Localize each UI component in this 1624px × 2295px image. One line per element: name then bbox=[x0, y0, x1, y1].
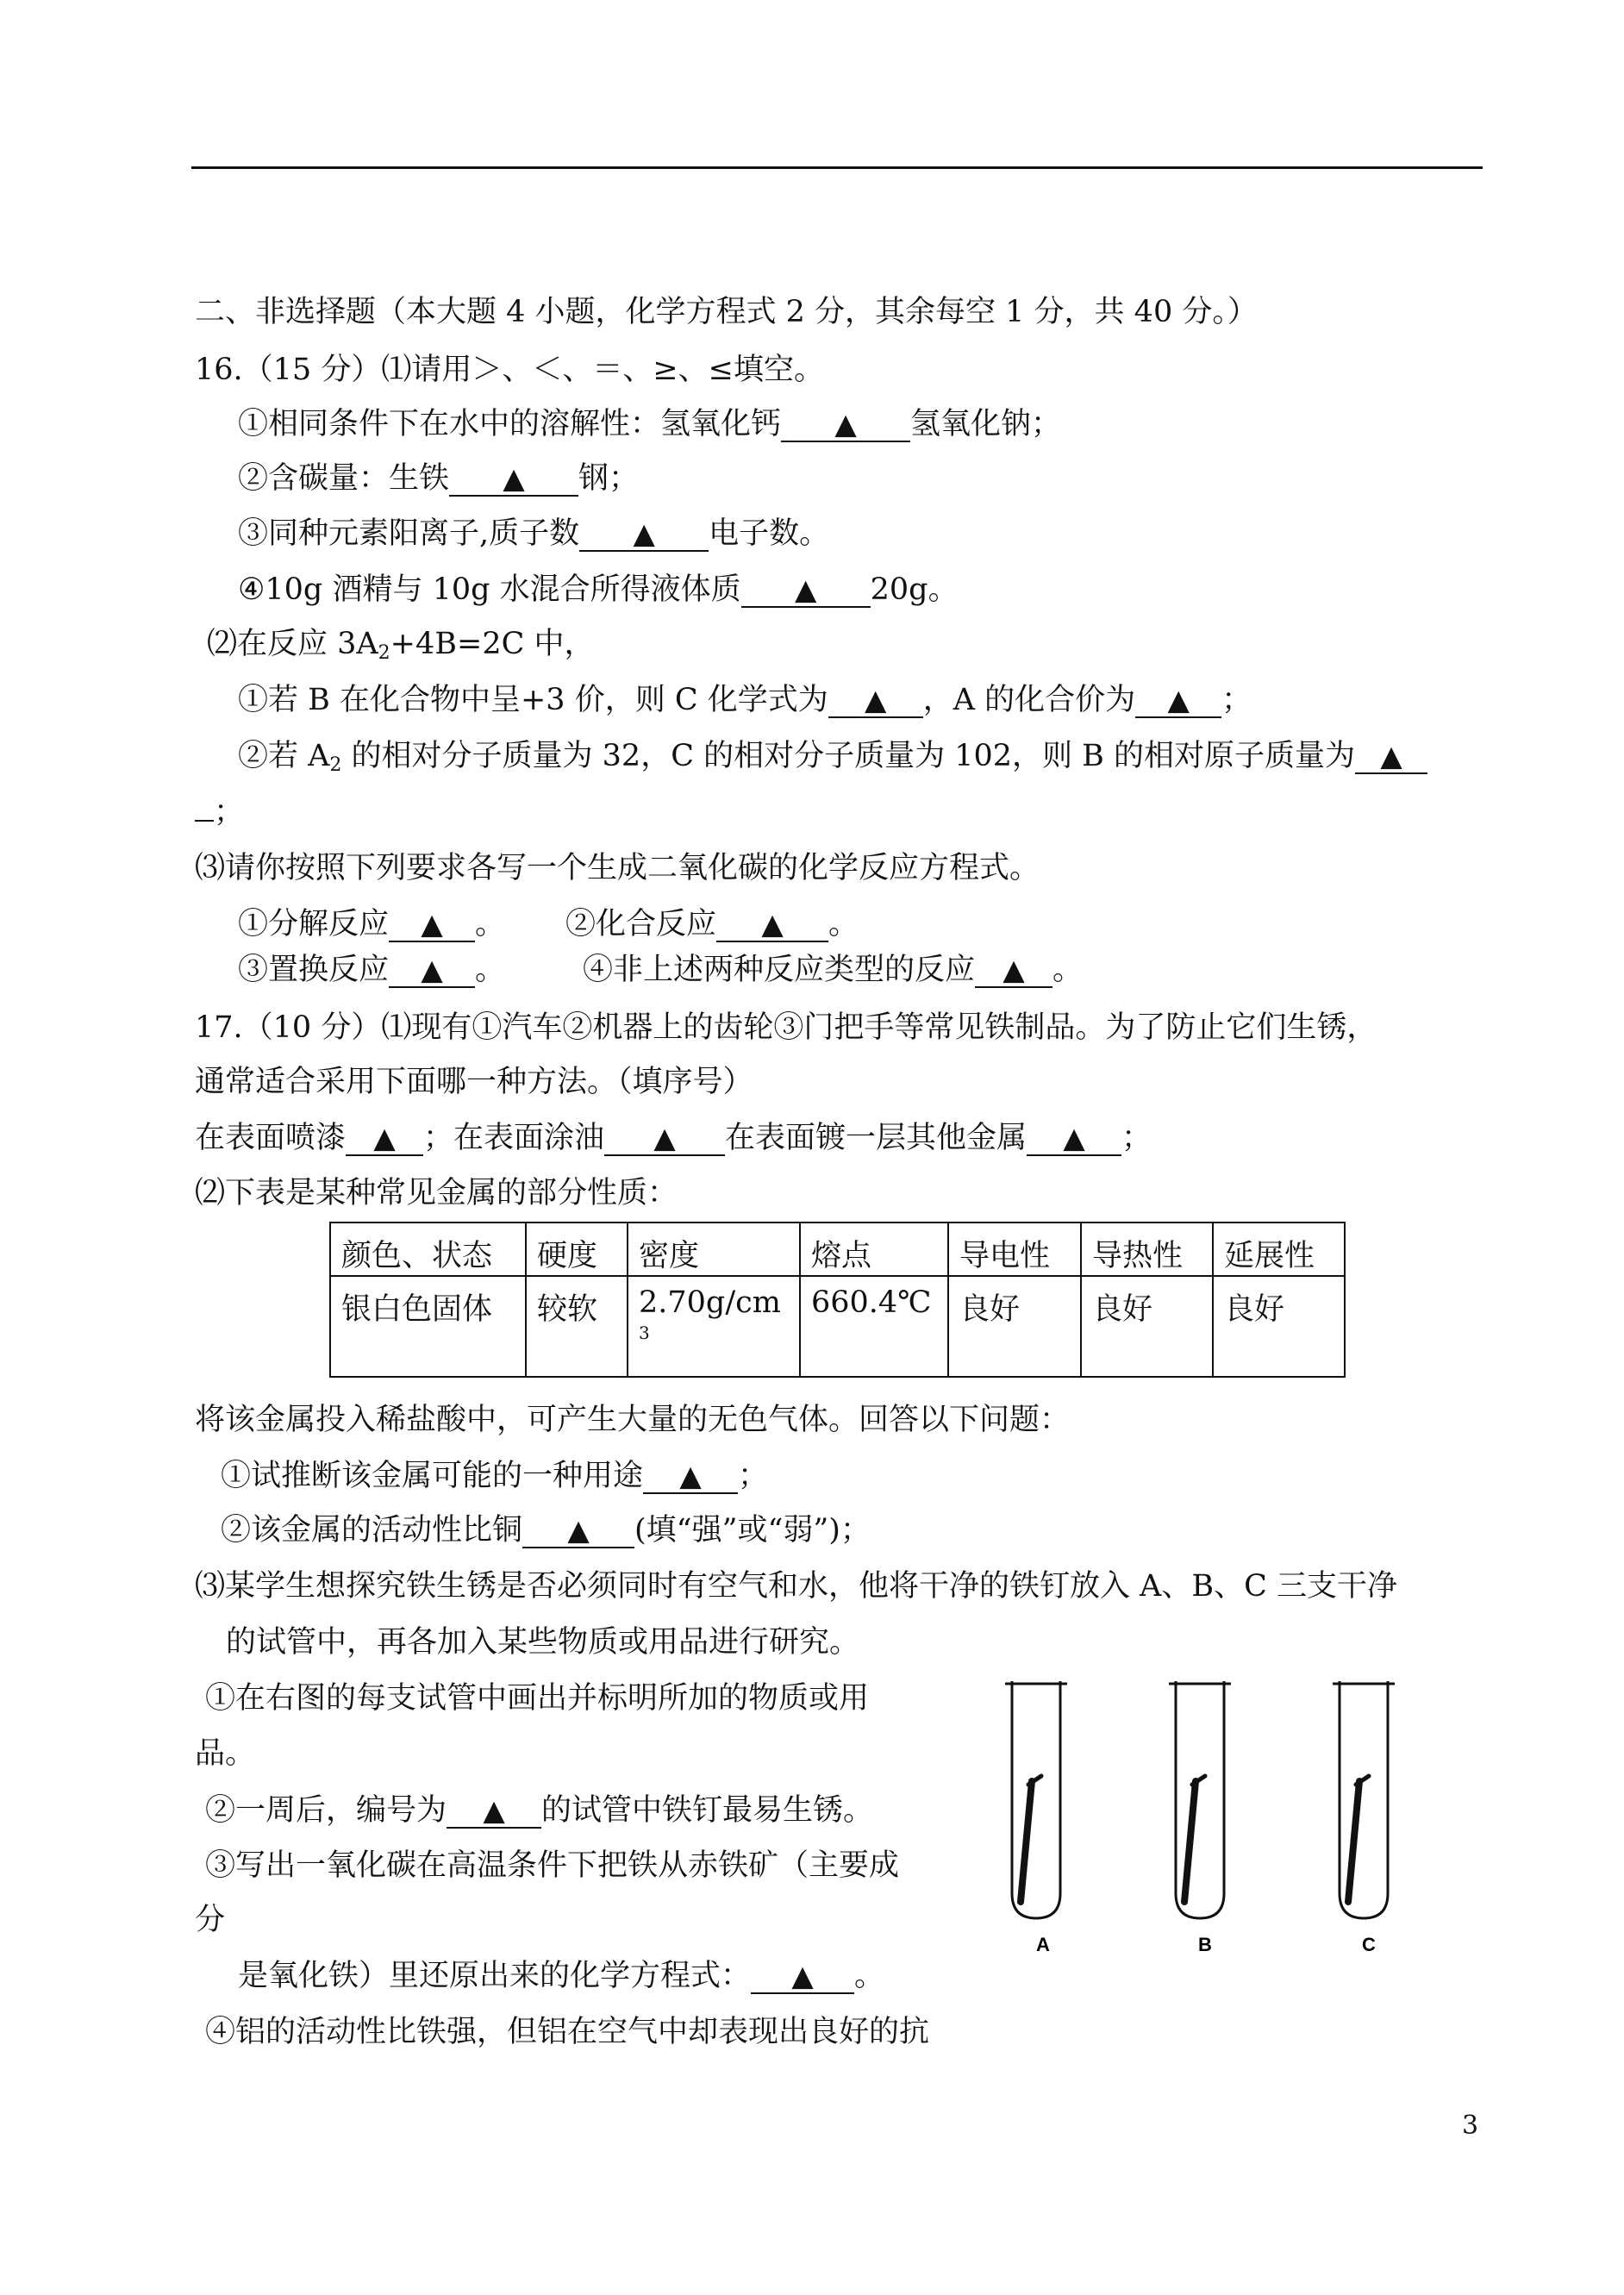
table-cell: 银白色固体 bbox=[330, 1276, 526, 1377]
table-header-row bbox=[330, 1223, 1345, 1276]
table-header-cell: 导电性 bbox=[948, 1223, 1081, 1276]
q16-part-2-item-2-cont: ； bbox=[195, 793, 244, 831]
test-tubes-figure bbox=[1000, 1681, 1448, 1957]
answer-blank[interactable]: ▲ bbox=[579, 517, 709, 552]
q16-item-4: ④10g 酒精与 10g 水混合所得液体质 ▲ 20g。 bbox=[238, 572, 959, 607]
test-tube-b bbox=[1169, 1681, 1231, 1918]
answer-blank[interactable]: ▲ bbox=[1135, 684, 1221, 718]
q16-heading: 16.（15 分）⑴请用＞、＜、＝、≥、≤填空。 bbox=[195, 353, 824, 387]
table-cell-density: 2.70g/cm 3 bbox=[628, 1276, 800, 1377]
q17-part-2-item-1: ①试推断该金属可能的一种用途 ▲ ； bbox=[221, 1459, 769, 1493]
q16-part-3-row-1: ①分解反应 ▲ 。 ②化合反应 ▲ 。 bbox=[238, 907, 859, 941]
answer-blank[interactable]: ▲ bbox=[389, 908, 475, 942]
table-header-cell: 延展性 bbox=[1213, 1223, 1345, 1276]
q16-part-3-row-2: ③置换反应 ▲ 。 ④非上述两种反应类型的反应 ▲ 。 bbox=[238, 953, 1084, 987]
answer-blank[interactable]: ▲ bbox=[751, 1960, 854, 1994]
answer-blank[interactable]: ▲ bbox=[449, 462, 578, 497]
q16-part-3: ⑶请你按照下列要求各写一个生成二氧化碳的化学反应方程式。 bbox=[195, 851, 1040, 885]
table-header-cell: 熔点 bbox=[800, 1223, 948, 1276]
tube-label-c: C bbox=[1362, 1934, 1376, 1955]
q17-part-3-item-4: ④铝的活动性比铁强，但铝在空气中却表现出良好的抗 bbox=[205, 2015, 930, 2049]
answer-blank[interactable]: ▲ bbox=[389, 954, 475, 988]
q16-item-2: ②含碳量：生铁 ▲ 钢； bbox=[238, 461, 640, 496]
table-header-cell: 导热性 bbox=[1081, 1223, 1213, 1276]
q16-item-3: ③同种元素阳离子,质子数 ▲ 电子数。 bbox=[238, 516, 830, 551]
answer-blank[interactable]: ▲ bbox=[522, 1514, 634, 1548]
q16-part-2: ⑵在反应 $3A_2+4B=2C$ 中， bbox=[207, 627, 595, 664]
answer-blank[interactable]: ▲ bbox=[1027, 1122, 1121, 1156]
q17-part-3-item-1-cont: 品。 bbox=[195, 1736, 256, 1771]
section-title: 二、非选择题（本大题 4 小题，化学方程式 2 分，其余每空 1 分，共 40 分。） bbox=[195, 295, 1258, 329]
q17-part-3-item-3-cont2: 是氧化铁）里还原出来的化学方程式： ▲ 。 bbox=[238, 1959, 885, 1993]
test-tube-c bbox=[1333, 1681, 1395, 1918]
q17-part-3-item-2: ②一周后，编号为 ▲ 的试管中铁钉最易生锈。 bbox=[205, 1793, 874, 1828]
answer-blank[interactable]: ▲ bbox=[604, 1122, 725, 1156]
table-cell: 660.4℃ bbox=[800, 1276, 948, 1377]
answer-blank[interactable]: ▲ bbox=[741, 573, 871, 608]
table-cell: 良好 bbox=[1081, 1276, 1213, 1377]
q17-after-table: 将该金属投入稀盐酸中，可产生大量的无色气体。回答以下问题： bbox=[195, 1403, 1071, 1437]
tube-label-b: B bbox=[1198, 1934, 1212, 1955]
table-row bbox=[330, 1276, 1345, 1377]
q17-heading: 17.（10 分）⑴现有①汽车②机器上的齿轮③门把手等常见铁制品。为了防止它们生锈， bbox=[195, 1010, 1377, 1045]
q17-heading-cont: 通常适合采用下面哪一种方法。（填序号） bbox=[195, 1065, 753, 1099]
answer-blank[interactable]: ▲ bbox=[1355, 740, 1427, 774]
table-cell: 良好 bbox=[1213, 1276, 1345, 1377]
q17-methods: 在表面喷漆 ▲ ；在表面涂油 ▲ 在表面镀一层其他金属 ▲ ； bbox=[195, 1121, 1152, 1155]
answer-blank[interactable] bbox=[195, 820, 214, 822]
q17-part-3-item-1: ①在右图的每支试管中画出并标明所加的物质或用 bbox=[205, 1681, 870, 1716]
answer-blank[interactable]: ▲ bbox=[828, 684, 923, 718]
q17-part-3-cont: 的试管中，再各加入某些物质或用品进行研究。 bbox=[226, 1625, 860, 1660]
q17-part-3-item-3: ③写出一氧化碳在高温条件下把铁从赤铁矿（主要成 bbox=[205, 1848, 900, 1883]
metal-properties-table bbox=[329, 1222, 1346, 1378]
answer-blank[interactable]: ▲ bbox=[716, 908, 828, 942]
answer-blank[interactable]: ▲ bbox=[346, 1122, 423, 1156]
q17-part-2-item-2: ②该金属的活动性比铜 ▲ (填“强”或“弱”)； bbox=[221, 1513, 871, 1548]
q17-part-3: ⑶某学生想探究铁生锈是否必须同时有空气和水，他将干净的铁钉放入 A、B、C 三支干净 bbox=[195, 1569, 1398, 1604]
page-number: 3 bbox=[1462, 2111, 1479, 2141]
table-cell: 良好 bbox=[948, 1276, 1081, 1377]
q16-part-2-item-1: ①若 B 在化合物中呈+3 价，则 C 化学式为 ▲ ，A 的化合价为 ▲ ； bbox=[238, 683, 1252, 717]
table-header-cell: 密度 bbox=[628, 1223, 800, 1276]
header-rule bbox=[191, 166, 1483, 169]
table-header-cell: 硬度 bbox=[526, 1223, 628, 1276]
answer-blank[interactable]: ▲ bbox=[781, 408, 910, 442]
answer-blank[interactable]: ▲ bbox=[975, 954, 1052, 988]
table-cell: 较软 bbox=[526, 1276, 628, 1377]
q16-item-1: ①相同条件下在水中的溶解性：氢氧化钙 ▲ 氢氧化钠； bbox=[238, 407, 1062, 441]
answer-blank[interactable]: ▲ bbox=[447, 1794, 541, 1829]
test-tube-a bbox=[1005, 1681, 1067, 1918]
q17-part-2: ⑵下表是某种常见金属的部分性质： bbox=[195, 1176, 678, 1210]
q17-part-3-item-3-cont: 分 bbox=[195, 1903, 226, 1937]
q16-part-2-item-2: ②若 $A_2$ 的相对分子质量为 32，C 的相对分子质量为 102，则 B 的相对原子质量为 ▲ bbox=[238, 737, 1427, 785]
table-header-cell: 颜色、状态 bbox=[330, 1223, 526, 1276]
tube-label-a: A bbox=[1036, 1934, 1050, 1955]
answer-blank[interactable]: ▲ bbox=[643, 1460, 738, 1494]
